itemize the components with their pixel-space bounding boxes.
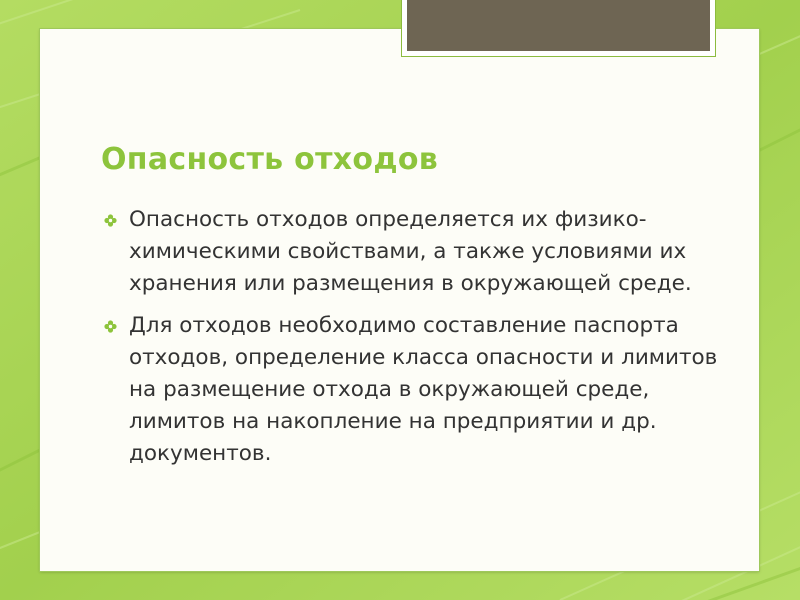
decorative-brown-tab xyxy=(402,0,715,56)
bullet-item xyxy=(104,204,744,300)
bullet-text: Для отходов необходимо составление паспорта отходов, определение класса опасности и лимитов на размещение отхода в окружающей среде, лимитов на накопление на предприятии и др. документов. xyxy=(129,313,718,466)
flower-bullet-icon xyxy=(104,214,117,227)
bullet-list xyxy=(104,204,744,480)
slide-title: Опасность отходов xyxy=(101,142,439,177)
bullet-text: Опасность отходов определяется их физико-химическими свойствами, а также условиями их хранения или размещения в окружающей среде. xyxy=(129,207,692,296)
flower-bullet-icon xyxy=(104,320,117,333)
bullet-item xyxy=(104,310,744,470)
